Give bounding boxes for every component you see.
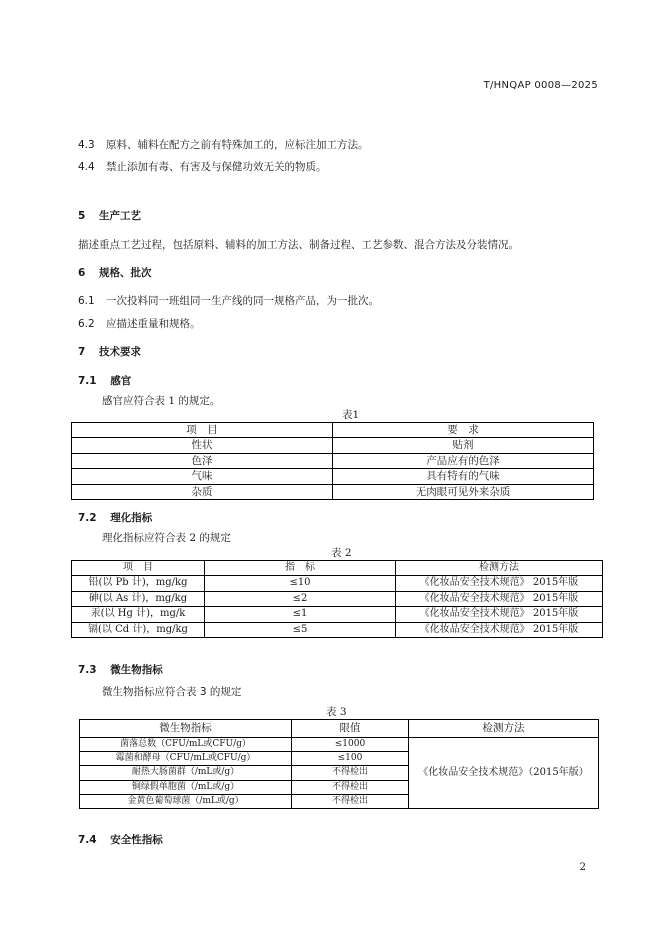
header-cell: 项 目 xyxy=(72,423,333,438)
table-3-intro: 微生物指标应符合表 3 的规定 xyxy=(102,686,242,698)
table-cell: ≤2 xyxy=(205,591,396,606)
table-cell: ≤100 xyxy=(292,752,409,766)
sensory-table xyxy=(71,422,594,500)
section-7-4-heading xyxy=(78,832,163,847)
microbiological-table xyxy=(79,719,599,809)
table-cell: 具有特有的气味 xyxy=(333,469,594,484)
table-header-row xyxy=(80,720,599,738)
table-row xyxy=(72,438,594,453)
table-row xyxy=(72,576,603,591)
table-cell: 性状 xyxy=(72,438,333,453)
table-row xyxy=(80,738,599,752)
section-title: 生产工艺 xyxy=(98,210,141,222)
section-7-2-heading xyxy=(78,510,152,525)
section-7-1-heading xyxy=(78,373,131,388)
table-cell: 耐热大肠菌群（/mL或/g） xyxy=(80,766,292,780)
table-row xyxy=(72,453,594,468)
table-2-caption: 表 2 xyxy=(331,547,352,559)
document-code: T/HNQAP 0008—2025 xyxy=(483,80,598,91)
method-cell: 《化妆品安全技术规范》（2015年版） xyxy=(409,738,599,809)
table-2-intro: 理化指标应符合表 2 的规定 xyxy=(102,532,231,544)
item-text: 禁止添加有毒、有害及与保健功效无关的物质。 xyxy=(106,161,327,173)
table-row xyxy=(72,622,603,637)
item-number: 4.3 xyxy=(78,139,95,151)
table-1-caption: 表1 xyxy=(342,409,360,421)
table-cell: ≤5 xyxy=(205,622,396,637)
table-cell: 菌落总数（CFU/mL或CFU/g） xyxy=(80,738,292,752)
table-cell: 镉(以 Cd 计)，mg/kg xyxy=(72,622,205,637)
section-7-3-heading xyxy=(78,662,163,677)
section-number: 7.1 xyxy=(78,375,97,387)
section-number: 7.4 xyxy=(78,834,97,846)
header-cell: 微生物指标 xyxy=(80,720,292,738)
table-1-intro: 感官应符合表 1 的规定。 xyxy=(102,395,221,407)
table-cell: 杂质 xyxy=(72,484,333,499)
item-6-2 xyxy=(78,316,201,331)
header-cell: 检测方法 xyxy=(409,720,599,738)
section-number: 6 xyxy=(78,267,86,279)
table-cell: 不得检出 xyxy=(292,766,409,780)
item-4-4 xyxy=(78,159,327,174)
header-cell: 限值 xyxy=(292,720,409,738)
section-title: 安全性指标 xyxy=(110,834,163,846)
item-number: 6.1 xyxy=(78,295,95,307)
table-cell: 铅(以 Pb 计)，mg/kg xyxy=(72,576,205,591)
item-number: 6.2 xyxy=(78,318,95,330)
item-4-3 xyxy=(78,137,369,152)
table-cell: 霉菌和酵母（CFU/mL或CFU/g） xyxy=(80,752,292,766)
page-number: 2 xyxy=(579,862,586,873)
header-cell: 检测方法 xyxy=(396,561,603,576)
table-row xyxy=(72,469,594,484)
header-cell: 要 求 xyxy=(333,423,594,438)
table-cell: 《化妆品安全技术规范》 2015年版 xyxy=(396,607,603,622)
section-number: 7.2 xyxy=(78,512,97,524)
section-number: 5 xyxy=(78,210,86,222)
table-cell: 《化妆品安全技术规范》 2015年版 xyxy=(396,591,603,606)
section-6-heading xyxy=(78,265,151,280)
header-cell: 项 目 xyxy=(72,561,205,576)
table-header-row xyxy=(72,561,603,576)
section-title: 规格、批次 xyxy=(98,267,152,279)
table-cell: ≤1 xyxy=(205,607,396,622)
table-cell: ≤10 xyxy=(205,576,396,591)
section-title: 感官 xyxy=(110,375,132,387)
table-cell: 不得检出 xyxy=(292,780,409,794)
section-number: 7.3 xyxy=(78,664,97,676)
section-5-heading xyxy=(78,208,141,223)
table-3-caption: 表 3 xyxy=(326,706,347,718)
item-number: 4.4 xyxy=(78,161,95,173)
table-row xyxy=(72,484,594,499)
table-cell: 不得检出 xyxy=(292,794,409,808)
table-cell: ≤1000 xyxy=(292,738,409,752)
table-cell: 《化妆品安全技术规范》 2015年版 xyxy=(396,622,603,637)
table-cell: 气味 xyxy=(72,469,333,484)
table-cell: 《化妆品安全技术规范》 2015年版 xyxy=(396,576,603,591)
item-text: 应描述重量和规格。 xyxy=(106,318,201,330)
table-cell: 产品应有的色泽 xyxy=(333,453,594,468)
section-title: 技术要求 xyxy=(98,346,141,358)
item-6-1 xyxy=(78,293,379,308)
table-cell: 金黄色葡萄球菌（/mL或/g） xyxy=(80,794,292,808)
table-cell: 贴剂 xyxy=(333,438,594,453)
table-cell: 铜绿假单胞菌（/mL或/g） xyxy=(80,780,292,794)
table-cell: 色泽 xyxy=(72,453,333,468)
item-text: 一次投料同一班组同一生产线的同一规格产品，为一批次。 xyxy=(106,295,380,307)
header-cell: 指 标 xyxy=(205,561,396,576)
table-row xyxy=(72,591,603,606)
table-row xyxy=(72,607,603,622)
section-number: 7 xyxy=(78,346,86,358)
section-7-heading xyxy=(78,344,141,359)
table-cell: 汞(以 Hg 计)，mg/k xyxy=(72,607,205,622)
item-text: 原料、辅料在配方之前有特殊加工的，应标注加工方法。 xyxy=(106,139,369,151)
physicochemical-table xyxy=(71,560,603,638)
table-cell: 无肉眼可见外来杂质 xyxy=(333,484,594,499)
section-5-paragraph: 描述重点工艺过程，包括原料、辅料的加工方法、制备过程、工艺参数、混合方法及分装情况。 xyxy=(78,239,519,251)
table-header-row xyxy=(72,423,594,438)
section-title: 微生物指标 xyxy=(110,664,163,676)
table-cell: 砷(以 As 计)，mg/kg xyxy=(72,591,205,606)
section-title: 理化指标 xyxy=(110,512,153,524)
